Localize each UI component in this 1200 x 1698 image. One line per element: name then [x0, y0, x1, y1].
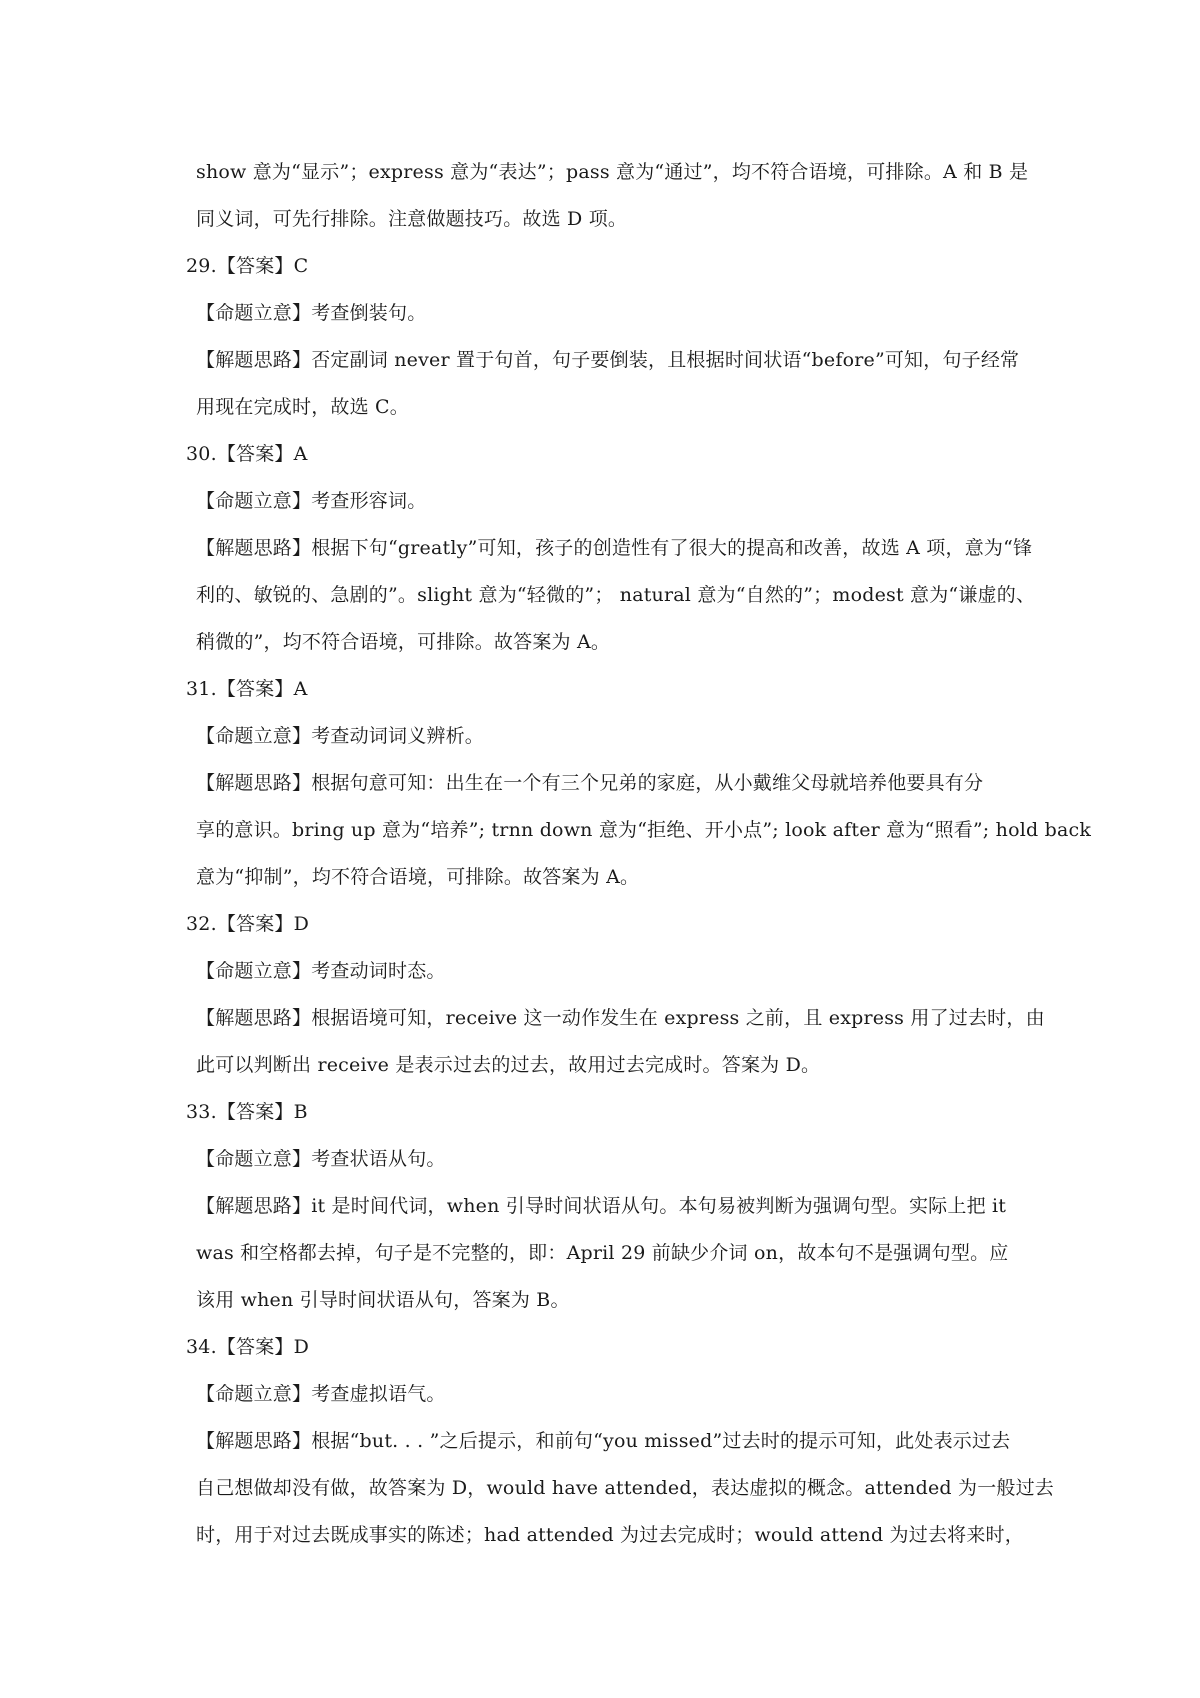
- intent-line: 【命题立意】考查虚拟语气。: [196, 1383, 446, 1405]
- solution-line: 【解题思路】根据“but. . . ”之后提示，和前句“you missed”过去时的提示可知，此处表示过去: [196, 1430, 1011, 1452]
- solution-line: 【解题思路】根据下句“greatly”可知，孩子的创造性有了很大的提高和改善，故选 A 项，意为“锋: [196, 537, 1033, 559]
- text-line: 该用 when 引导时间状语从句，答案为 B。: [196, 1289, 570, 1311]
- text-line: 享的意识。bring up 意为“培养”; trnn down 意为“拒绝、开小点”; look after 意为“照看”; hold back: [196, 819, 1092, 841]
- answer-heading-31: 31.【答案】A: [186, 678, 308, 700]
- answer-heading-29: 29.【答案】C: [186, 255, 309, 277]
- answer-heading-32: 32.【答案】D: [186, 913, 310, 935]
- answer-heading-33: 33.【答案】B: [186, 1101, 308, 1123]
- intent-line: 【命题立意】考查形容词。: [196, 490, 427, 512]
- text-line: 时，用于对过去既成事实的陈述；had attended 为过去完成时；would attend 为过去将来时，: [196, 1524, 1024, 1546]
- text-line: 自己想做却没有做，故答案为 D，would have attended，表达虚拟的概念。attended 为一般过去: [196, 1477, 1055, 1499]
- text-line: 同义词，可先行排除。注意做题技巧。故选 D 项。: [196, 208, 628, 230]
- solution-line: 【解题思路】it 是时间代词，when 引导时间状语从句。本句易被判断为强调句型。实际上把 it: [196, 1195, 1007, 1217]
- answer-heading-30: 30.【答案】A: [186, 443, 308, 465]
- text-line: 此可以判断出 receive 是表示过去的过去，故用过去完成时。答案为 D。: [196, 1054, 821, 1076]
- answer-heading-34: 34.【答案】D: [186, 1336, 310, 1358]
- text-line: was 和空格都去掉，句子是不完整的，即：April 29 前缺少介词 on，故本句不是强调句型。应: [196, 1242, 1009, 1264]
- intent-line: 【命题立意】考查动词词义辨析。: [196, 725, 485, 747]
- text-line: 意为“抑制”，均不符合语境，可排除。故答案为 A。: [196, 866, 640, 888]
- solution-line: 【解题思路】否定副词 never 置于句首，句子要倒装，且根据时间状语“before”可知，句子经常: [196, 349, 1020, 371]
- intent-line: 【命题立意】考查动词时态。: [196, 960, 446, 982]
- intent-line: 【命题立意】考查倒装句。: [196, 302, 427, 324]
- solution-line: 【解题思路】根据语境可知，receive 这一动作发生在 express 之前，且 express 用了过去时，由: [196, 1007, 1045, 1029]
- text-line: show 意为“显示”；express 意为“表达”；pass 意为“通过”，均不符合语境，可排除。A 和 B 是: [196, 161, 1029, 183]
- text-line: 用现在完成时，故选 C。: [196, 396, 409, 418]
- text-line: 稍微的”，均不符合语境，可排除。故答案为 A。: [196, 631, 611, 653]
- intent-line: 【命题立意】考查状语从句。: [196, 1148, 446, 1170]
- solution-line: 【解题思路】根据句意可知：出生在一个有三个兄弟的家庭，从小戴维父母就培养他要具有分: [196, 772, 984, 794]
- text-line: 利的、敏锐的、急剧的”。slight 意为“轻微的”； natural 意为“自然的”；modest 意为“谦虚的、: [196, 584, 1036, 606]
